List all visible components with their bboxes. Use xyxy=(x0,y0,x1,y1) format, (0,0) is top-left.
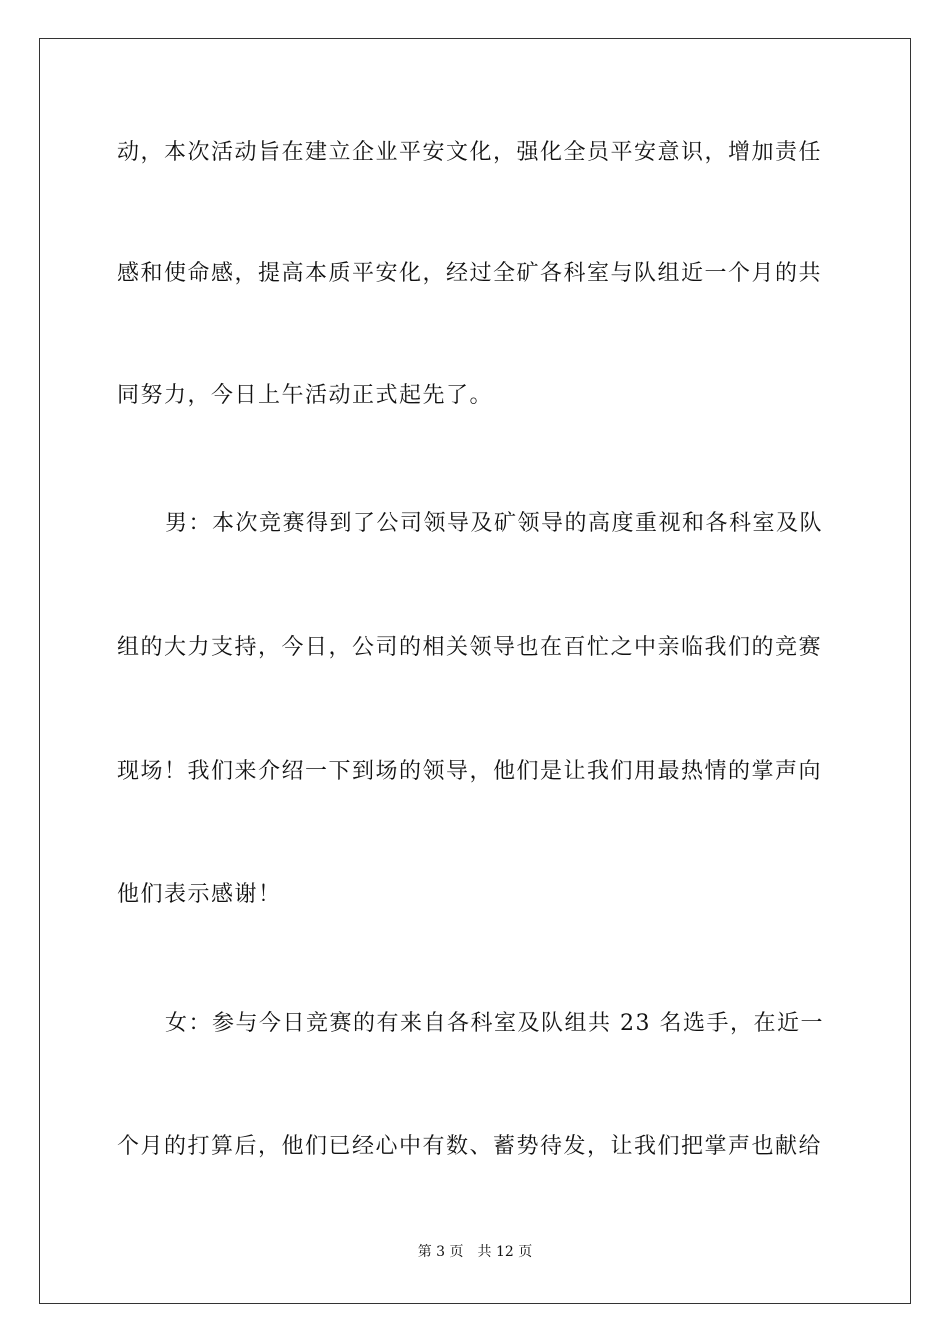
text-line-9: 个月的打算后，他们已经心中有数、蓄势待发，让我们把掌声也献给 xyxy=(117,1134,823,1159)
text-line-5: 组的大力支持，今日，公司的相关领导也在百忙之中亲临我们的竞赛 xyxy=(117,635,823,660)
page-border xyxy=(39,38,911,1304)
page-number: 第 3 页 xyxy=(417,1244,464,1260)
text-line-6: 现场！我们来介绍一下到场的领导，他们是让我们用最热情的掌声向 xyxy=(117,759,823,784)
text-line-1: 动，本次活动旨在建立企业平安文化，强化全员平安意识，增加责任 xyxy=(117,140,823,165)
text-line-3: 同努力，今日上午活动正式起先了。 xyxy=(117,383,494,408)
page-total: 共 12 页 xyxy=(477,1244,533,1260)
text-line-8: 女：参与今日竞赛的有来自各科室及队组共 23 名选手，在近一 xyxy=(165,1011,824,1036)
text-line-4: 男：本次竞赛得到了公司领导及矿领导的高度重视和各科室及队 xyxy=(165,511,824,536)
text-line-7: 他们表示感谢！ xyxy=(117,882,282,907)
text-line-2: 感和使命感，提高本质平安化，经过全矿各科室与队组近一个月的共 xyxy=(117,261,823,286)
page-footer xyxy=(0,1242,950,1262)
